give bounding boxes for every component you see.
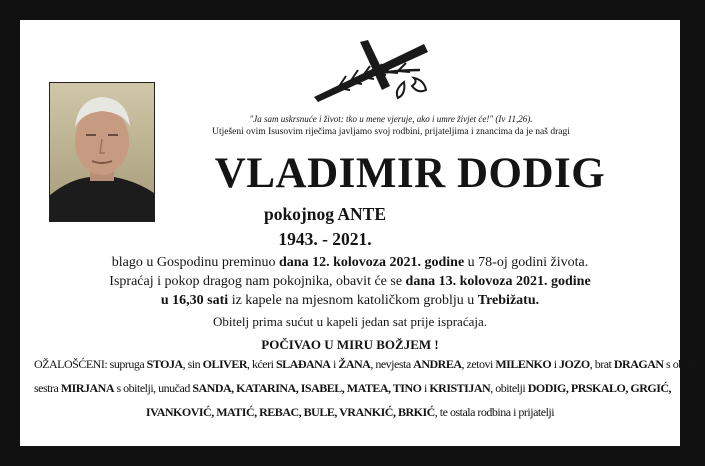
mourner-name: KRISTIJAN	[429, 381, 491, 395]
mourner-relation: , brat	[589, 357, 614, 371]
mourner-name: IVANKOVIĆ, MATIĆ, REBAC, BULE, VRANKIĆ, BRKIĆ	[145, 405, 435, 419]
mourner-name: ANDREA	[413, 357, 462, 371]
mourner-name: SANDA, KATARINA, ISABEL, MATEA, TINO	[192, 381, 422, 395]
mourner-name: DRAGAN	[613, 357, 664, 371]
condolence-notice: Obitelj prima sućut u kapeli jedan sat prije ispraćaja.	[213, 314, 487, 329]
mourner-relation: sestra	[34, 381, 61, 395]
mourner-relation: , sin	[182, 357, 203, 371]
mourners-line-3	[34, 400, 666, 424]
mourner-name: DODIG, PRSKALO, GRGIĆ,	[527, 381, 672, 395]
mourners-line-1	[34, 352, 705, 376]
father-name: pokojnog ANTE	[263, 204, 387, 224]
portrait-image	[50, 83, 154, 221]
funeral-date: dana 13. kolovoza 2021. godine	[405, 274, 591, 289]
mourner-name: ŽANA	[338, 357, 371, 371]
funeral-place: Trebižatu.	[477, 293, 540, 308]
life-years: 1943. - 2021.	[278, 229, 372, 249]
mourners-list	[34, 352, 705, 424]
funeral-details	[36, 253, 664, 310]
mourner-relation: i	[421, 381, 430, 395]
mourner-name: MIRJANA	[60, 381, 114, 395]
funeral-text: Ispraćaj i pokop dragog nam pokojnika, obavit će se	[109, 274, 406, 289]
mourner-relation: , zetovi	[461, 357, 496, 371]
death-line	[36, 253, 664, 272]
mourner-name: SLAĐANA	[275, 357, 331, 371]
mourner-relation: s obitelji,	[663, 357, 705, 371]
mourner-relation: , nevjesta	[370, 357, 414, 371]
age-text: u 78-oj godini života.	[464, 255, 589, 270]
mourner-name: JOZO	[559, 357, 590, 371]
cross-with-palm-icon	[308, 40, 438, 102]
rest-in-peace: POČIVAO U MIRU BOŽJEM !	[261, 337, 439, 352]
death-date: dana 12. kolovoza 2021. godine	[279, 255, 465, 270]
mourner-relation: , te ostala rodbina i prijatelji	[434, 405, 555, 419]
mourner-name: OLIVER	[202, 357, 247, 371]
death-text: blago u Gospodinu preminuo	[111, 255, 280, 270]
funeral-place-text: iz kapele na mjesnom katoličkom groblju u	[228, 293, 478, 308]
mourners-line-2	[34, 376, 672, 400]
mourner-name: MILENKO	[495, 357, 552, 371]
funeral-time: u 16,30 sati	[160, 293, 229, 308]
portrait-photo	[49, 82, 155, 222]
obituary-card	[20, 20, 705, 446]
mourner-relation: s obitelji, unučad	[114, 381, 193, 395]
mourner-relation: , kćeri	[246, 357, 276, 371]
mourner-relation: , obitelji	[490, 381, 528, 395]
mourner-relation: i	[551, 357, 560, 371]
deceased-name: VLADIMIR DODIG	[214, 150, 606, 197]
mourner-relation: OŽALOŠĆENI: supruga	[34, 357, 147, 371]
funeral-place-line	[36, 291, 664, 310]
scripture-quote: "Ja sam uskrsnuće i život: tko u mene vjeruje, ako i umre živjet će!" (Iv 11,26).	[249, 114, 533, 124]
announcement-intro: Utješeni ovim Isusovim riječima javljamo svoj rodbini, prijateljima i znancima da je naš dragi	[212, 127, 570, 137]
mourner-name: STOJA	[146, 357, 183, 371]
funeral-line	[36, 272, 664, 291]
mourner-relation: i	[330, 357, 339, 371]
